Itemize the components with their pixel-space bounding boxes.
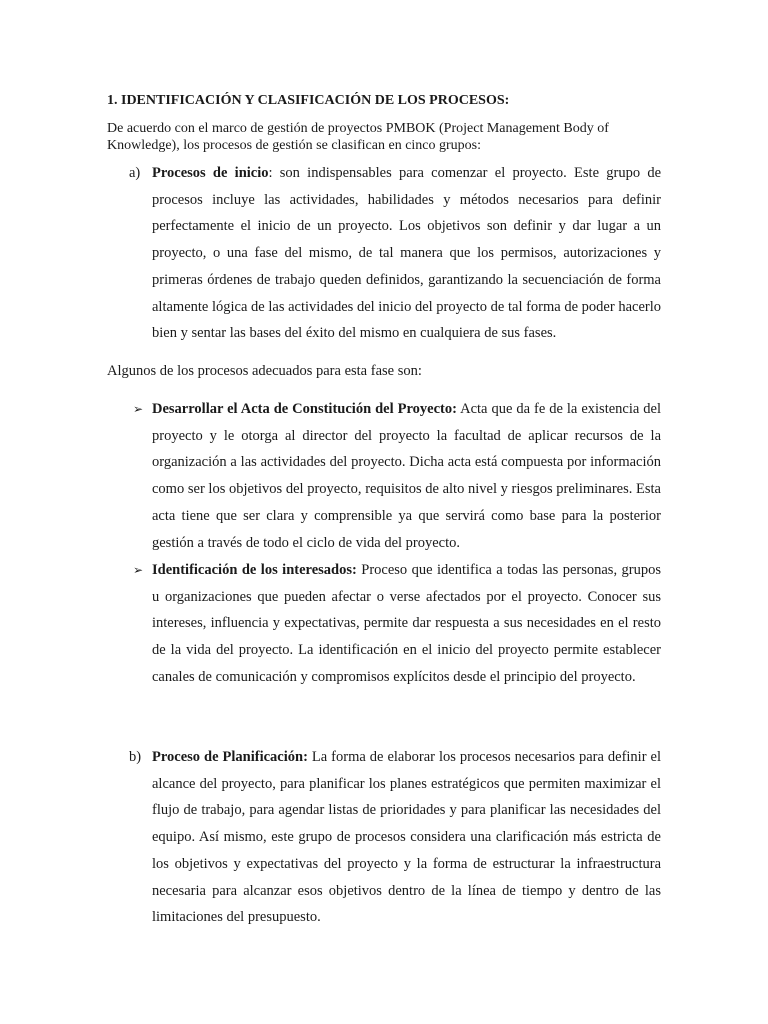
processes-intro: Algunos de los procesos adecuados para esta fase son: — [107, 363, 422, 379]
section-heading: 1. IDENTIFICACIÓN Y CLASIFICACIÓN DE LOS PROCESOS: — [107, 93, 510, 108]
intro-paragraph: De acuerdo con el marco de gestión de proyectos PMBOK (Project Management Body of Knowledge), los procesos de gestión se clasifican en cinco grupos: — [107, 121, 609, 153]
bullet-item-text — [152, 557, 661, 691]
list-marker-b: b) — [129, 749, 142, 765]
list-item-a-body: : son indispensables para comenzar el proyecto. Este grupo de procesos incluye las actividades, habilidades y métodos necesarios para definir perfectamente el inicio de un proyecto. Los objetivos son definir y dar lugar a un proyecto, o una fase del mismo, de tal manera que los permisos, autorizaciones y primeras órdenes de trabajo queden definidos, garantizando la secuenciación de forma altamente lógica de las actividades del inicio del proyecto de tal forma de poder hacerlo bien y sentar las bases del éxito del mismo en cualquiera de sus fases. — [152, 165, 662, 342]
arrow-bullet-icon: ➢ — [133, 563, 144, 577]
arrow-bullet-icon: ➢ — [133, 402, 144, 416]
list-item-a — [107, 160, 661, 347]
list-item-b-text — [152, 744, 661, 931]
bullet-item-body: Acta que da fe de la existencia del proyecto y le otorga al director del proyecto la facultad de aplicar recursos de la organización a las actividades del proyecto. Dicha acta está compuesta por información como ser los objetivos del proyecto, requisitos de alto nivel y riesgos preliminares. Esta acta tiene que ser clara y comprensible ya que servirá como base para la posterior gestión a través de todo el ciclo de vida del proyecto. — [152, 401, 661, 551]
bullet-item — [107, 396, 661, 556]
bullet-item-body: Proceso que identifica a todas las personas, grupos u organizaciones que pueden afectar o verse afectados por el proyecto. Conocer sus intereses, influencia y expectativas, permite dar respuesta a sus necesidades en el resto de la vida del proyecto. La identificación en el inicio del proyecto permite establecer canales de comunicación y compromisos explícitos desde el principio del proyecto. — [152, 562, 662, 685]
list-item-b-body: La forma de elaborar los procesos necesarios para definir el alcance del proyecto, para planificar los planes estratégicos que permiten maximizar el flujo de trabajo, para agendar listas de prioridades y para planificar las necesidades del equipo. Así mismo, este grupo de procesos considera una clarificación más estricta de los objetivos y expectativas del proyecto y la forma de estructurar la infraestructura necesaria para alcanzar esos objetivos dentro de la línea de tiempo y dentro de las limitaciones del presupuesto. — [152, 749, 661, 926]
bullet-item-title: Desarrollar el Acta de Constitución del Proyecto: — [152, 401, 457, 417]
list-marker-a: a) — [129, 165, 141, 181]
list-item-b — [107, 744, 661, 931]
list-item-a-title: Procesos de inicio — [152, 165, 269, 181]
bullet-item-text — [152, 396, 661, 556]
list-item-b-title: Proceso de Planificación: — [152, 749, 308, 765]
bullet-item — [107, 557, 661, 691]
list-item-a-text — [152, 160, 661, 347]
bullet-item-title: Identificación de los interesados: — [152, 562, 357, 578]
